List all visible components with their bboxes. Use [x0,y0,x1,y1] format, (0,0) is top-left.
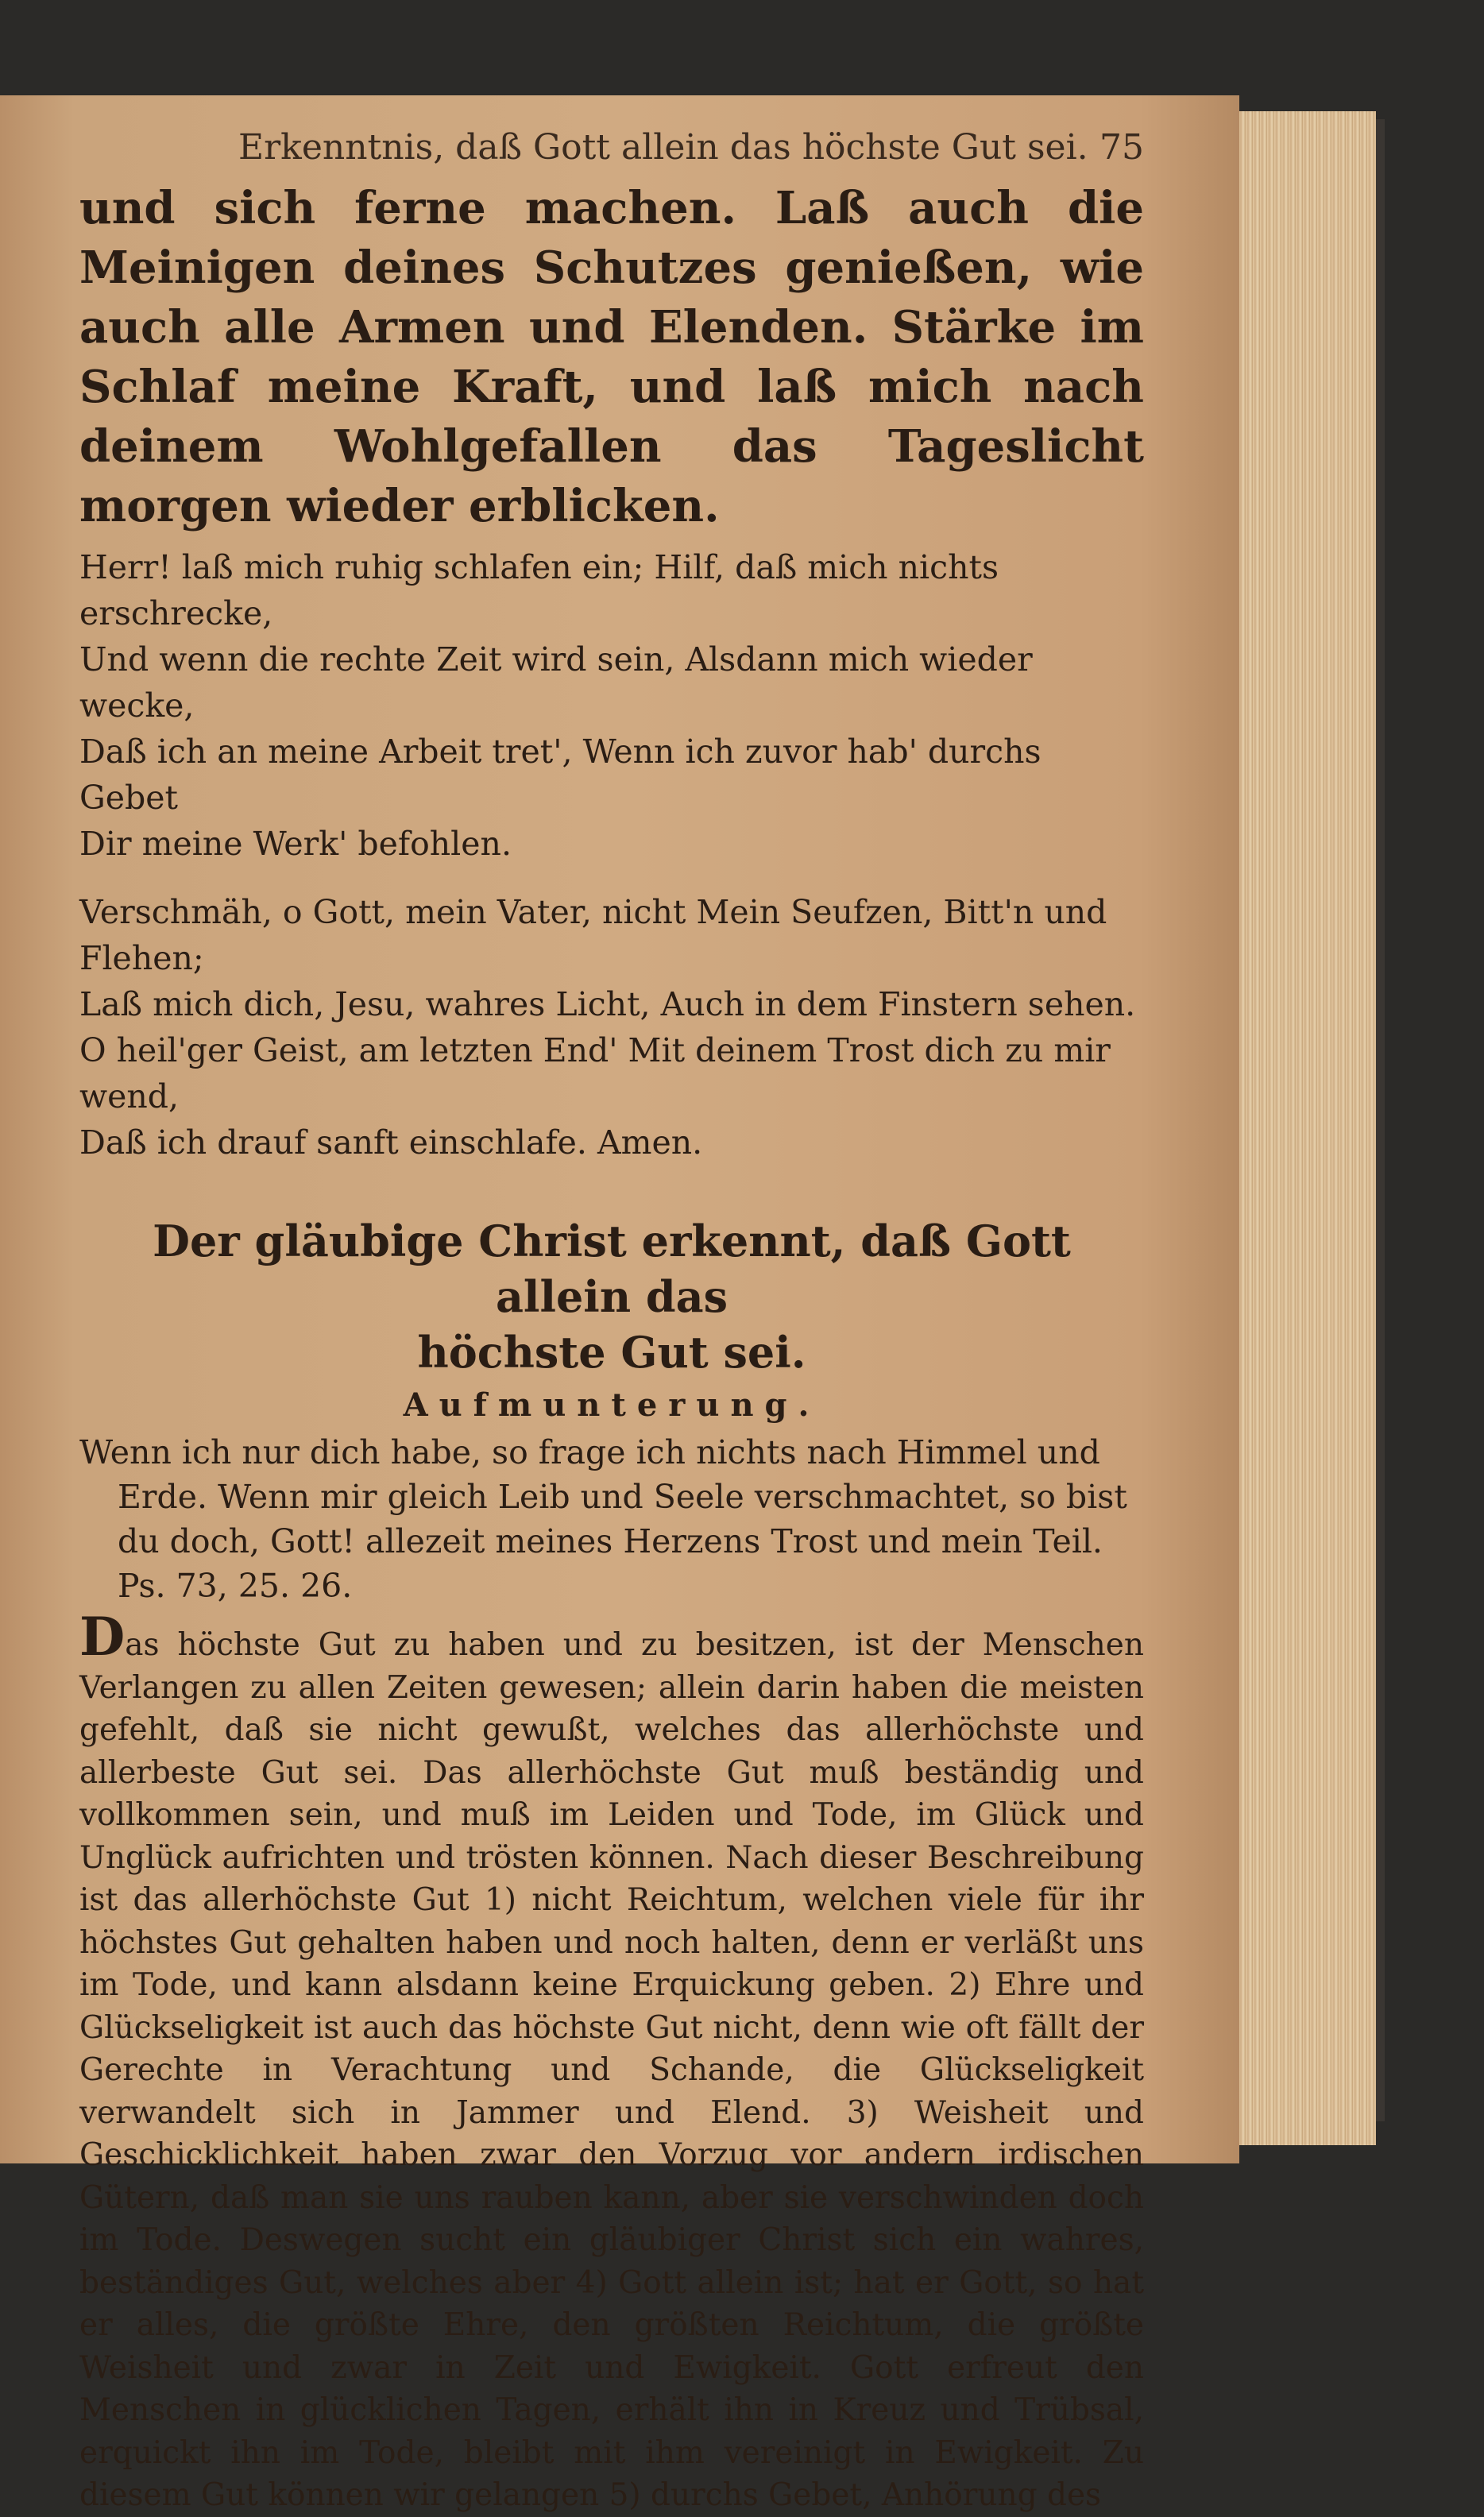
verse-line: Daß ich an meine Arbeit tret', Wenn ich zuvor hab' durchs Gebet [79,733,1042,817]
verse-line: Herr! laß mich ruhig schlafen ein; Hilf, daß mich nichts erschrecke, [79,548,999,632]
verse-line: Dir meine Werk' befohlen. [79,825,512,863]
section-subtitle: Aufmunterung. [403,1386,821,1424]
body-paragraph [79,1606,1144,2517]
page-content [79,127,1144,2513]
section-title [79,1213,1144,1380]
page-number: 75 [1099,127,1144,168]
body-text: as höchste Gut zu haben und zu besitzen, ist der Menschen Verlangen zu allen Zeiten gewesen; allein darin haben die meisten gefehlt, daß sie nicht gewußt, welches das allerhöchste und allerbeste Gut sei. Das allerhöchste Gut muß beständig und vollkommen sein, und muß im Leiden und Tode, im Glück und Unglück aufrichten und trösten können. Nach dieser Beschreibung ist das allerhöchste Gut 1) nicht Reichtum, welchen viele für ihr höchstes Gut gehalten haben und noch halten, denn er verläßt uns im Tode, und kann alsdann keine Erquickung geben. 2) Ehre und Glückseligkeit ist auch das höchste Gut nicht, denn wie oft fällt der Gerechte in Verachtung und Schande, die Glückseligkeit verwandelt sich in Jammer und Elend. 3) Weisheit und Geschicklichkeit haben zwar den Vorzug vor andern irdischen Gütern, daß man sie uns rauben kann, aber sie verschwinden doch im Tode. Deswegen sucht ein gläubiger Christ sich ein wahres, beständiges Gut, welches aber 4) Gott allein ist; hat er Gott, so hat er alles, die größte Ehre, den größten Reichtum, die größte Weisheit und zwar in Zeit und Ewigkeit. Gott erfreut den Menschen in glücklichen Tagen, erhält ihn in Kreuz und Trübsal, erquickt ihn im Tode, bleibt mit ihm vereinigt in Ewigkeit. Zu diesem Gut können wir gelangen 5) durchs Gebet, Anhörung des [79,1627,1144,2513]
running-title: Erkenntnis, daß Gott allein das höchste Gut sei. [238,127,1088,168]
verse-line: Daß ich drauf sanft einschlafe. Amen. [79,1123,703,1162]
hymn-stanza-2 [79,889,1144,1166]
hymn-stanza-1 [79,544,1144,867]
hymn [79,544,1144,1166]
verse-line: Und wenn die rechte Zeit wird sein, Alsdann mich wieder wecke, [79,640,1033,725]
book-page [0,95,1239,2513]
book [0,95,1484,2513]
verse-line: O heil'ger Geist, am letzten End' Mit deinem Trost dich zu mir wend, [79,1031,1111,1115]
section-title-line-2: höchste Gut sei. [417,1327,806,1378]
page-edges [1215,111,1376,2145]
verse-line: Verschmäh, o Gott, mein Vater, nicht Mein Seufzen, Bitt'n und Flehen; [79,893,1107,977]
prayer-paragraph: und sich ferne machen. Laß auch die Meinigen deines Schutzes genießen, wie auch alle Armen und Elenden. Stärke im Schlaf meine Kraft, und laß mich nach deinem Wohlgefallen das Tageslicht morgen wieder erblicken. [79,182,1144,532]
section-title-line-1: Der gläubige Christ erkennt, daß Gott allein das [153,1216,1071,1322]
drop-cap: D [79,1606,126,1668]
bible-quote: Wenn ich nur dich habe, so frage ich nichts nach Himmel und Erde. Wenn mir gleich Leib und Seele verschmachtet, so bist du doch, Gott! allezeit meines Herzens Trost und mein Teil. Ps. 73, 25. 26. [79,1433,1127,1605]
running-header [238,127,1144,168]
verse-line: Laß mich dich, Jesu, wahres Licht, Auch in dem Finstern sehen. [79,985,1136,1023]
